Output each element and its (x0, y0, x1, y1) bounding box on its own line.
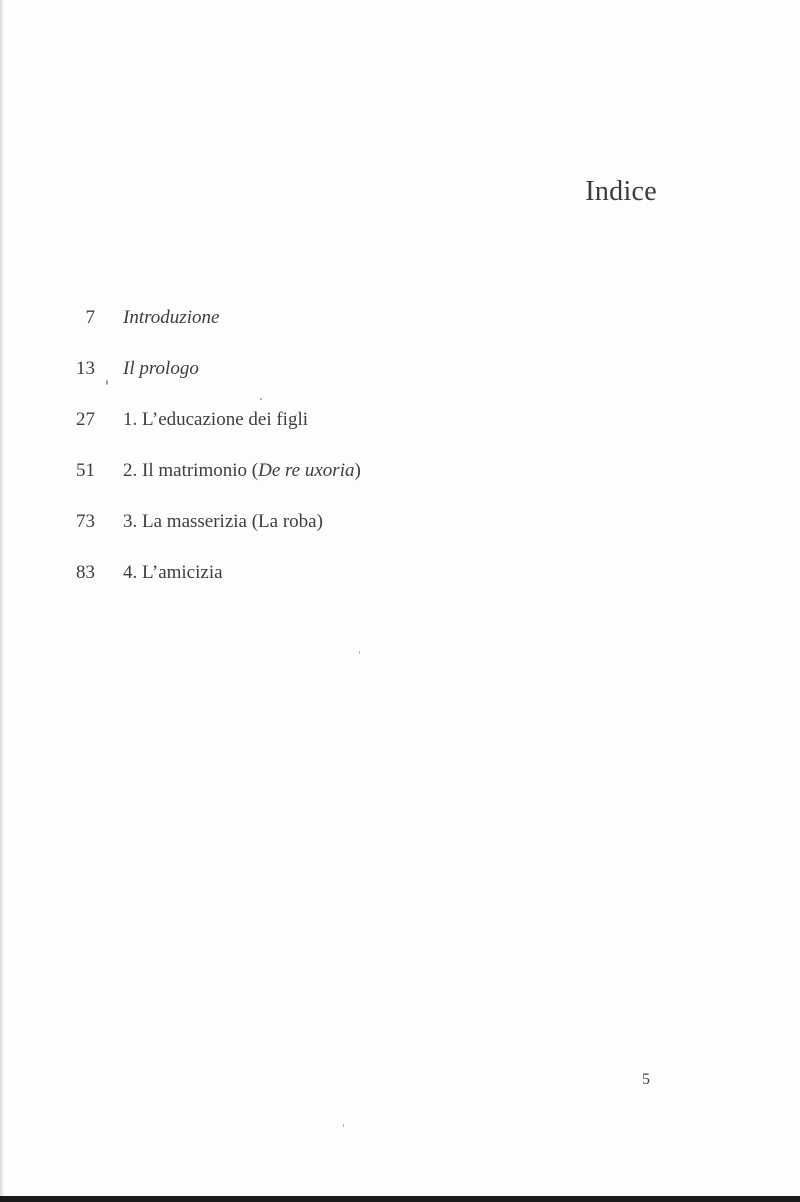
scan-speck (260, 398, 262, 400)
toc-page-number: 13 (76, 358, 95, 379)
toc-entry-title-suffix: ) (354, 460, 361, 481)
toc-entry-title: Il prologo (123, 358, 199, 379)
scan-speck (343, 1124, 344, 1127)
toc-entry-prologo (60, 358, 660, 409)
scan-edge-left (0, 0, 4, 1202)
toc-page-number: 27 (76, 409, 95, 430)
toc-page-number: 7 (85, 307, 95, 328)
toc-entry-title-italic: De re uxoria (258, 460, 355, 481)
toc-page-number: 51 (76, 460, 95, 481)
scan-speck (106, 380, 108, 385)
toc-entry-title: 3. La masserizia (La roba) (123, 511, 323, 532)
toc-entry-title: Introduzione (123, 307, 220, 328)
toc-entry-title: 4. L’amicizia (123, 562, 223, 583)
page-number: 5 (642, 1071, 650, 1088)
toc-page-number: 73 (76, 511, 95, 532)
page-title: Indice (585, 176, 657, 207)
toc-entry-title-prefix: 2. Il matrimonio ( (123, 460, 259, 481)
toc-entry-title (123, 460, 361, 482)
toc-entry-title: 1. L’educazione dei figli (123, 409, 309, 430)
toc-entry-educazione (60, 409, 660, 460)
table-of-contents (60, 307, 660, 613)
toc-entry-matrimonio (60, 460, 660, 511)
toc-entry-amicizia (60, 562, 660, 613)
toc-page-number: 83 (76, 562, 95, 583)
toc-entry-introduzione (60, 307, 660, 358)
toc-entry-masserizia (60, 511, 660, 562)
scan-edge-bottom (0, 1196, 800, 1202)
scan-speck (359, 651, 360, 654)
